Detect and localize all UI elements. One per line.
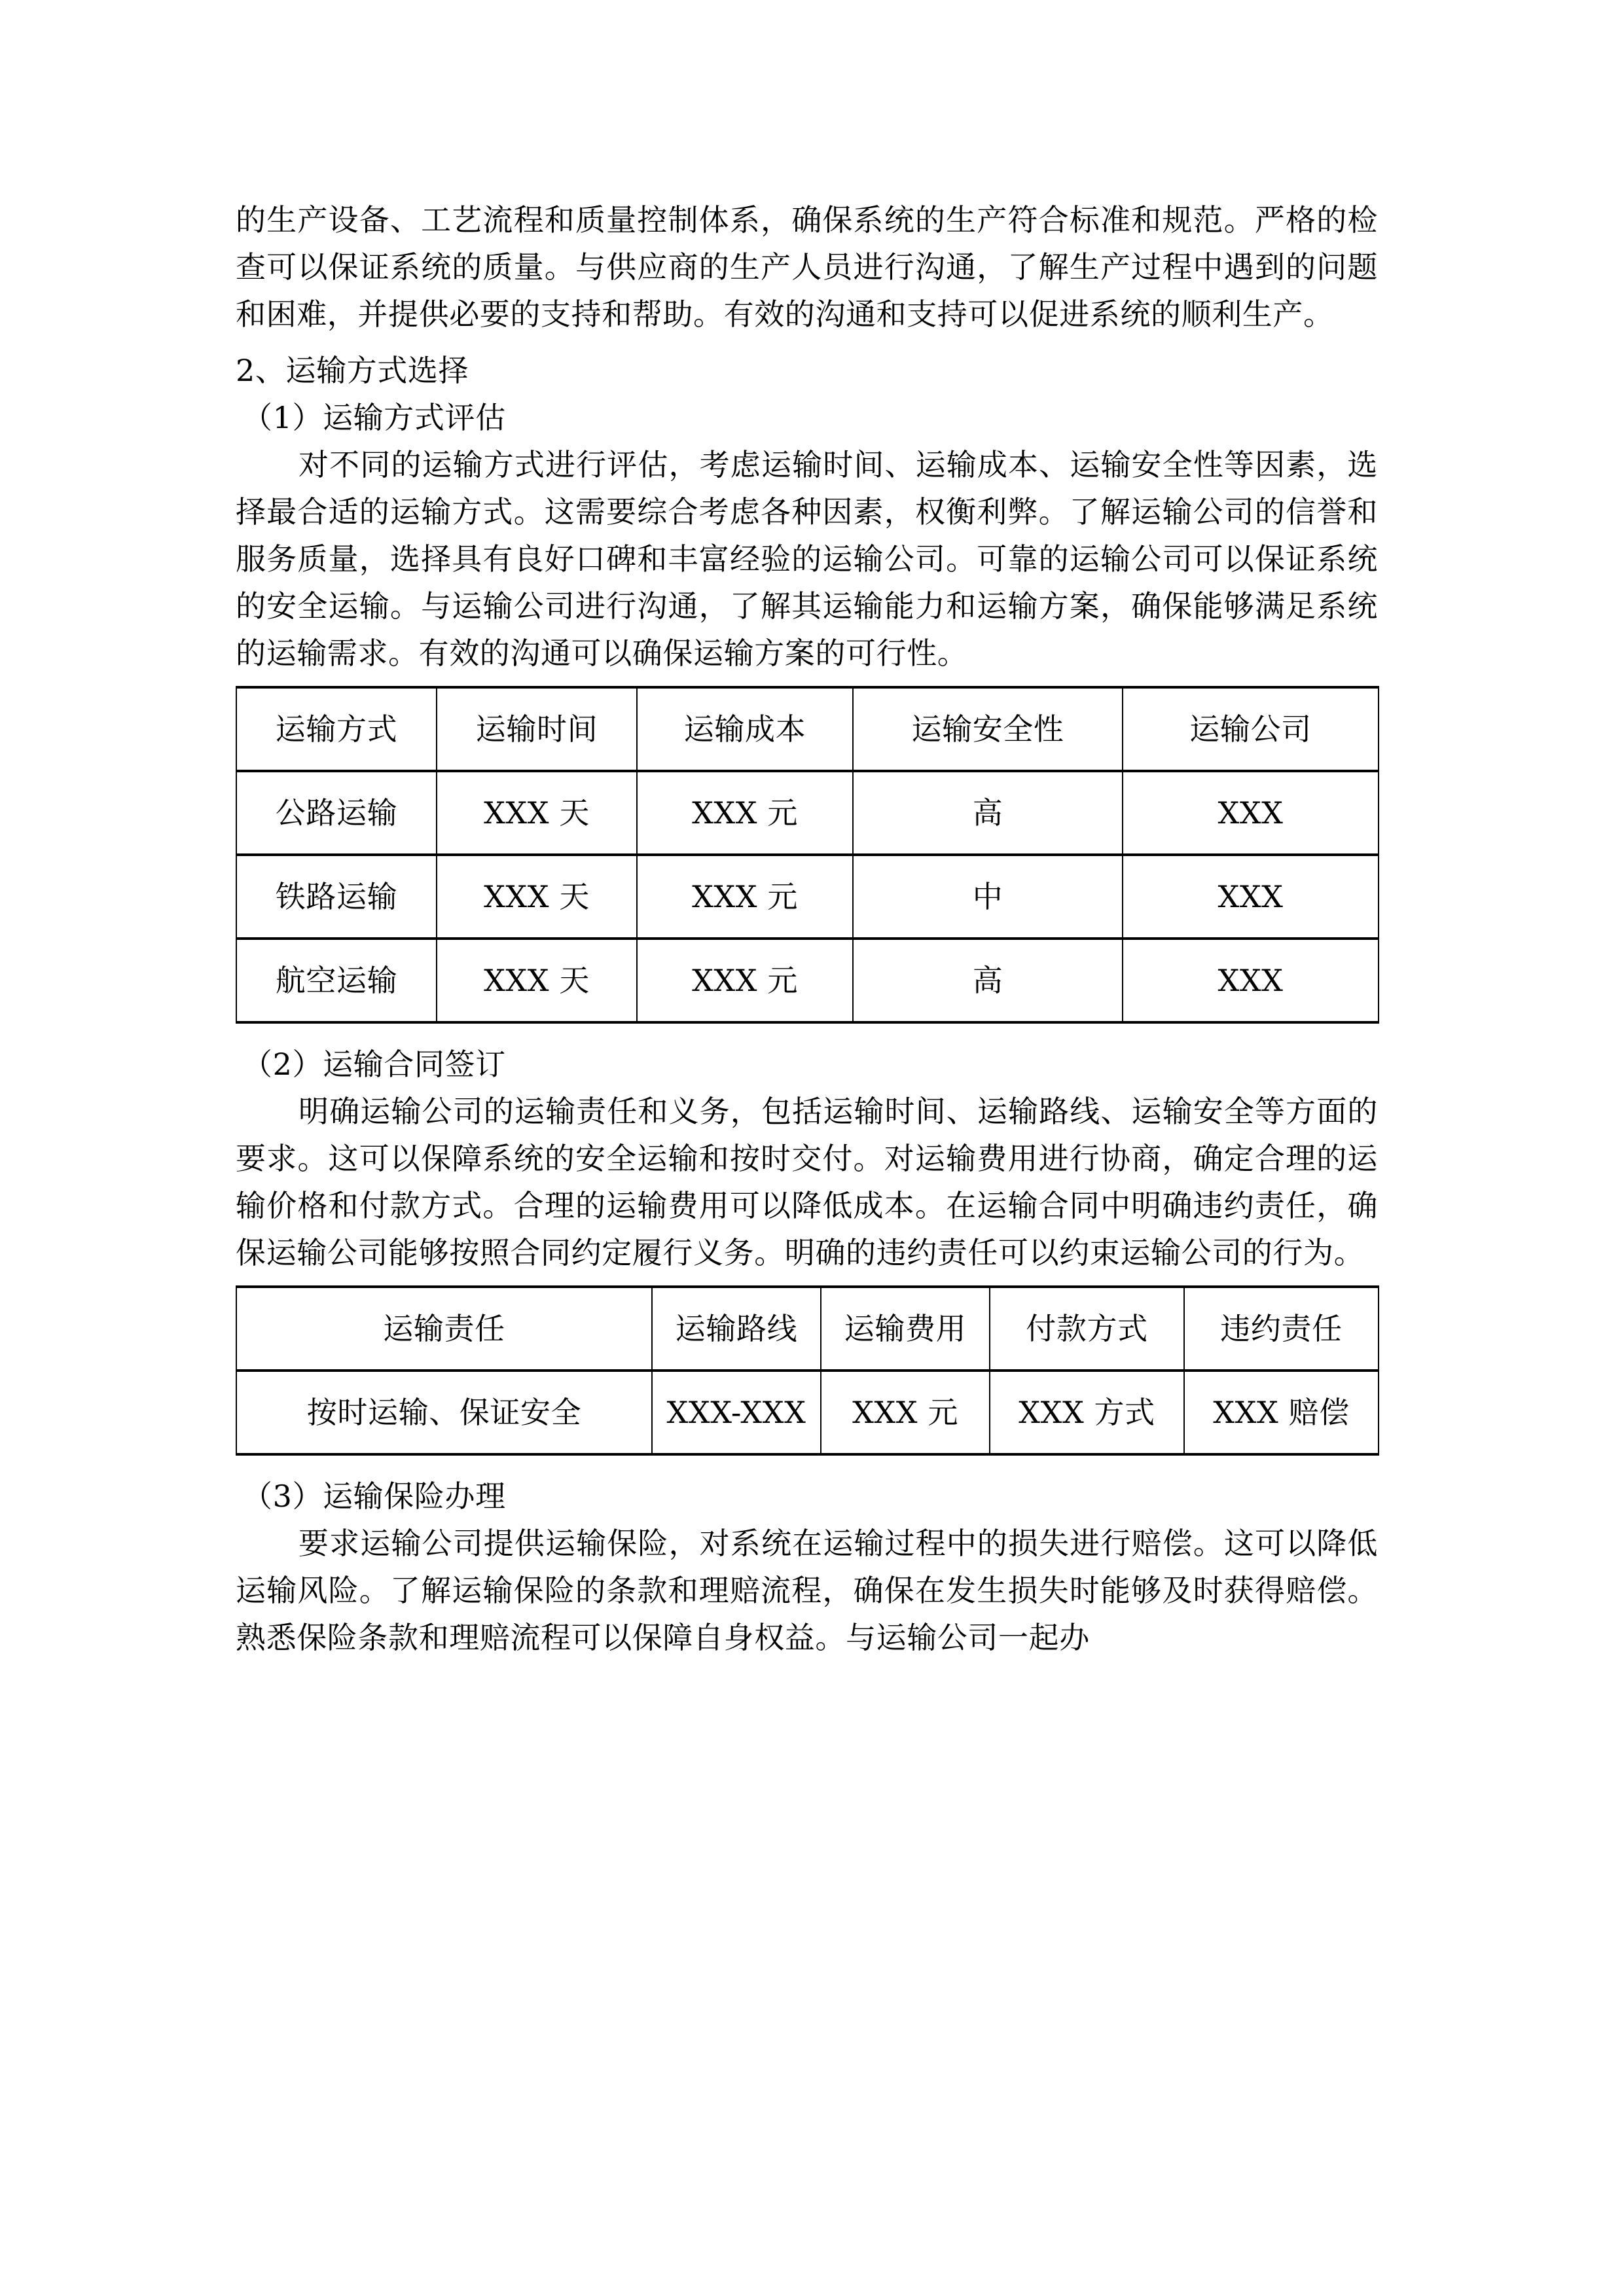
table-transport-contract [236,1285,1379,1456]
spacer [236,677,1378,686]
paragraph-transport-insurance: 要求运输公司提供运输保险，对系统在运输过程中的损失进行赔偿。这可以降低运输风险。了解运输保险的条款和理赔流程，确保在发生损失时能够及时获得赔偿。熟悉保险条款和理赔流程可以保障自身权益。与运输公司一起办 [236,1526,1378,1655]
table-header-row [236,687,1379,771]
paragraph-transport-contract: 明确运输公司的运输责任和义务，包括运输时间、运输路线、运输安全等方面的要求。这可以保障系统的安全运输和按时交付。对运输费用进行协商，确定合理的运输价格和付款方式。合理的运输费用可以降低成本。在运输合同中明确违约责任，确保运输公司能够按照合同约定履行义务。明确的违约责任可以约束运输公司的行为。 [236,1094,1378,1270]
table-cell: 公路运输 [236,771,437,855]
table-cell: XXX [1123,855,1379,939]
table-cell: XXX 天 [437,771,637,855]
table-header-cell: 运输费用 [821,1287,990,1371]
table-cell: XXX 方式 [990,1371,1184,1454]
table-header-cell: 运输责任 [236,1287,652,1371]
table-header-cell: 运输路线 [652,1287,821,1371]
table-header-cell: 运输时间 [437,687,637,771]
table-header-cell: 运输成本 [637,687,853,771]
table-cell: XXX 元 [637,855,853,939]
table-cell: XXX 元 [821,1371,990,1454]
table-cell: XXX 天 [437,855,637,939]
table-cell: XXX 元 [637,939,853,1022]
spacer [236,338,1378,347]
table-cell: 按时运输、保证安全 [236,1371,652,1454]
paragraph-transport-evaluation: 对不同的运输方式进行评估，考虑运输时间、运输成本、运输安全性等因素，选择最合适的运输方式。这需要综合考虑各种因素，权衡利弊。了解运输公司的信誉和服务质量，选择具有良好口碑和丰富经验的运输公司。可靠的运输公司可以保证系统的安全运输。与运输公司进行沟通，了解其运输能力和运输方案，确保能够满足系统的运输需求。有效的沟通可以确保运输方案的可行性。 [236,447,1378,671]
table-transport-modes [236,686,1379,1024]
paragraph-intro: 的生产设备、工艺流程和质量控制体系，确保系统的生产符合标准和规范。严格的检查可以保证系统的质量。与供应商的生产人员进行沟通，了解生产过程中遇到的问题和困难，并提供必要的支持和帮助。有效的沟通和支持可以促进系统的顺利生产。 [236,202,1378,332]
table-header-cell: 付款方式 [990,1287,1184,1371]
table-cell: XXX 天 [437,939,637,1022]
table-cell: 高 [853,771,1123,855]
heading-sub-1: （1）运输方式评估 [242,400,506,435]
spacer [236,1024,1378,1041]
heading-sub-3: （3）运输保险办理 [242,1479,506,1514]
table-cell: XXX [1123,939,1379,1022]
table-cell: XXX 元 [637,771,853,855]
table-header-cell: 运输公司 [1123,687,1379,771]
table-cell: XXX [1123,771,1379,855]
table-row [236,855,1379,939]
table-row [236,771,1379,855]
table-header-cell: 运输方式 [236,687,437,771]
heading-sub-2: （2）运输合同签订 [242,1047,506,1082]
table-row [236,939,1379,1022]
table-row [236,1371,1379,1454]
heading-section-2: 2、运输方式选择 [236,353,469,388]
table-header-cell: 违约责任 [1184,1287,1379,1371]
table-cell: 中 [853,855,1123,939]
spacer [236,1456,1378,1473]
table-cell: XXX-XXX [652,1371,821,1454]
table-cell: 铁路运输 [236,855,437,939]
table-cell: 高 [853,939,1123,1022]
table-header-cell: 运输安全性 [853,687,1123,771]
spacer [236,1276,1378,1285]
table-cell: XXX 赔偿 [1184,1371,1379,1454]
table-cell: 航空运输 [236,939,437,1022]
table-header-row [236,1287,1379,1371]
